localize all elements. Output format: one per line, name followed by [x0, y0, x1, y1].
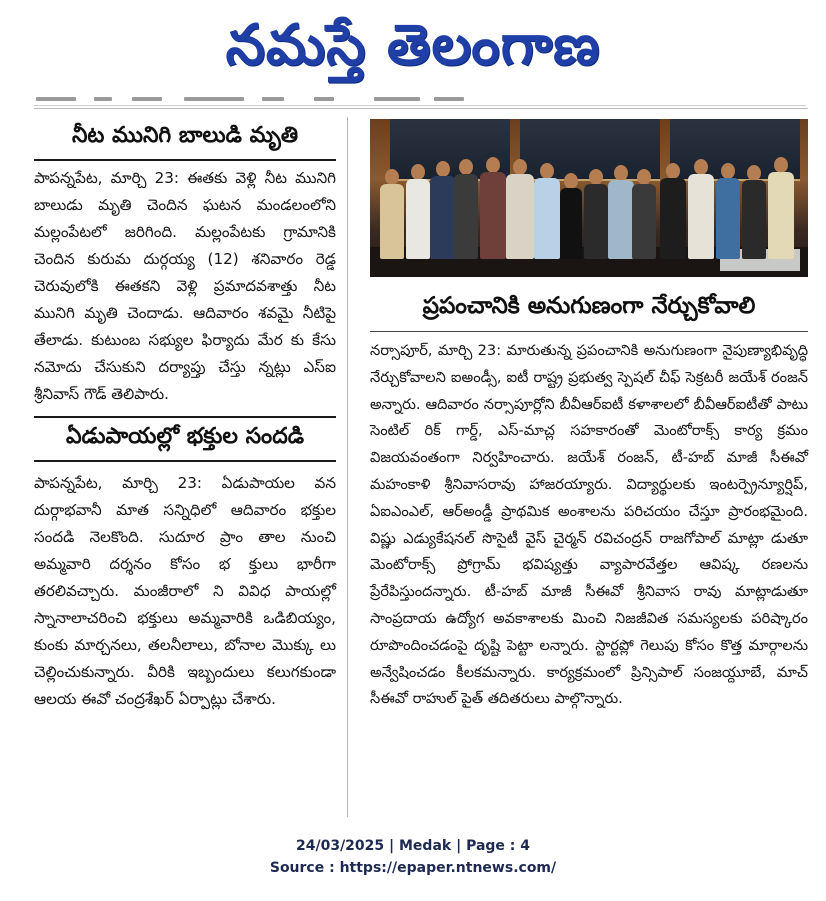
person — [660, 163, 686, 259]
person — [584, 169, 608, 259]
person — [380, 169, 404, 259]
news-clipping — [34, 108, 808, 822]
person — [742, 165, 766, 259]
person — [480, 157, 506, 259]
person — [688, 159, 714, 259]
story2-headline-box — [34, 416, 336, 462]
person — [454, 159, 478, 259]
story1-body: పాపన్నపేట, మార్చి 23: ఈతకు వెళ్లి నీట మునిగి బాలుడు మృతి చెందిన ఘటన మండలంలోని మల్లంపేటలో జరిగింది. మల్లంపేటకు గ్రామానికి చెందిన కురుమ దుర్గయ్య (12) శనివారం రెడ్డ చెరువులోకి ఈతకని వెళ్లి ప్రమాదవశాత్తు నీట మునిగి మృతి చెందాడు. ఆదివారం శవమై నీటిపై తేలాడు. కుటుంబ సభ్యుల ఫిర్యాదు మేర కు కేసు నమోదు చేసుకుని దర్యాప్తు చేస్తు న్నట్లు ఎస్ఐ శ్రీనివాస్ గౌడ్ తెలిపారు. — [34, 169, 336, 403]
column-divider — [347, 117, 348, 817]
person — [560, 173, 582, 259]
person — [406, 164, 430, 259]
masthead — [0, 0, 826, 92]
right-column — [370, 109, 808, 713]
person — [716, 163, 740, 259]
footer-source: Source : https://epaper.ntnews.com/ — [269, 860, 557, 876]
left-column — [34, 109, 336, 713]
person — [608, 165, 634, 259]
right-body: నర్సాపూర్, మార్చి 23: మారుతున్న ప్రపంచానికి అనుగుణంగా నైపుణ్యాభివృద్ధి నేర్చుకోవాలని ఐఅండ్సీ, ఐటీ రాష్ట్ర ప్రభుత్వ స్పెషల్ చీఫ్ సెక్రటరీ జయేశ్ రంజన్ అన్నారు. ఆదివారం నర్సాపూర్లోని బీవీఆర్ఐటీ కళాశాలలో బీవీఆర్ఐటీతో పాటు సెంటిల్ రిక్ గార్డ్, ఎస్-మాచ్ల సహకారంతో మెంటోరాక్స్ కార్య క్రమం విజయవంతంగా నిర్వహించారు. జయేశ్ రంజన్, టీ-హబ్ మాజీ సీఈవో మహంకాళి శ్రీనివాసరావు హాజరయ్యారు. విద్యార్థులకు ఇంటర్ప్రెన్యూర్షిప్, ఏఐఎంఎల్, ఆర్అండ్డీ ప్రాథమిక అంశాలను పరిచయం చేస్తూ ప్రారంభమైంది. విష్ణు ఎడ్యుకేషనల్ సొసైటీ వైస్ చైర్మన్ రవిచంద్రన్ రాజగోపాల్ మాట్లా డుతూ మెంటోరాక్స్ ప్రోగ్రామ్ భవిష్యత్తు వ్యాపారవేత్తల ఆవిష్క రణలను ప్రేరేపిస్తుందన్నారు. టీ-హబ్ మాజీ సీఈవో శ్రీనివాస రావు మాట్లాడుతూ సాంప్రదాయ ఉద్యోగ అవకాశాలకు మించి నిజజీవిత సమస్యలకు పరిష్కారం రూపొందించడంపై దృష్టి పెట్టా లన్నారు. స్టార్టప్లో గెలుపు కోసం కొత్త మార్గాలను అన్వేషించడం కీలకమన్నారు. కార్యక్రమంలో ప్రిన్సిపాల్ సంజయ్దూబే, మాచ్ సీఈవో రాహుల్ పైత్ తదితరులు పాల్గొన్నారు. — [370, 342, 808, 708]
person — [506, 159, 534, 259]
footer-date-edition: 24/03/2025 | Medak | Page : 4 — [295, 838, 531, 854]
right-headline: ప్రపంచానికి అనుగుణంగా నేర్చుకోవాలి — [370, 287, 808, 332]
event-photo — [370, 119, 808, 277]
clipped-text-strip — [34, 93, 806, 106]
story1-headline: నీట మునిగి బాలుడి మృతి — [34, 117, 336, 161]
person — [534, 163, 560, 259]
person — [430, 161, 456, 259]
masthead-logo: నమస్తే తెలంగాణ — [225, 13, 601, 78]
story2-headline: ఏడుపాయల్లో భక్తుల సందడి — [65, 424, 305, 449]
person — [632, 169, 656, 259]
story2-body: పాపన్నపేట, మార్చి 23: ఏడుపాయల వన దుర్గాభవానీ మాత సన్నిధిలో ఆదివారం భక్తుల సందడి నెలకొంది. సుదూర ప్రాం తాల నుంచి అమ్మవారి దర్శనం కోసం భ క్తులు భారీగా తరలివచ్చారు. మంజీరాలో ని వివిధ పాయల్లో స్నానాలాచరించి భక్తులు అమ్మవారికి ఒడిబియ్యం, కుంకు మార్చనలు, తలనీలాలు, బోనాల మొక్కు లు చెల్లించుకున్నారు. వీరికి ఇబ్బందులు కలుగకుండా ఆలయ ఈవో చంద్రశేఖర్ ఏర్పాట్లు చేశారు. — [34, 474, 336, 708]
person — [768, 157, 794, 259]
